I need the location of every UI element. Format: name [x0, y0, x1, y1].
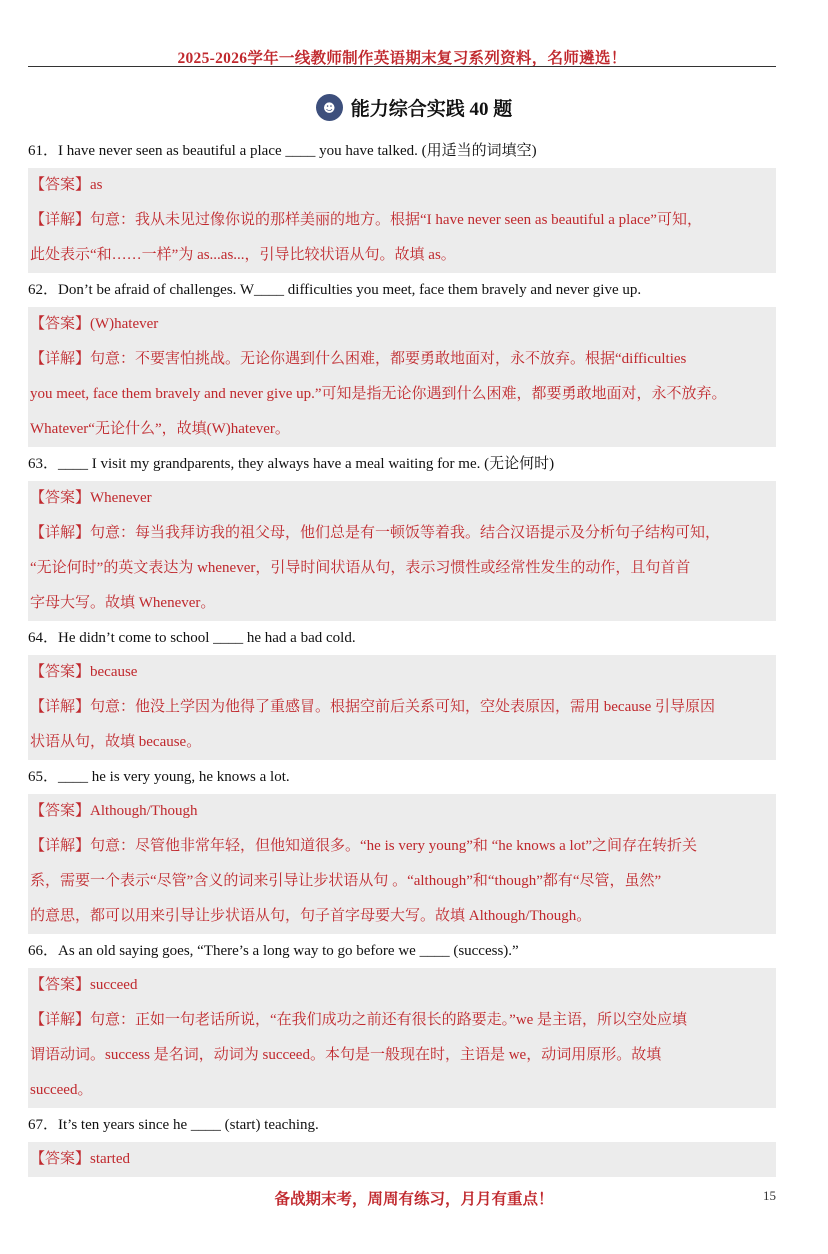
explanation-line: 谓语动词。success 是名词，动词为 succeed。本句是一般现在时，主语是 we，动词用原形。故填 [30, 1047, 662, 1063]
explanation-line: succeed。 [30, 1082, 93, 1098]
explanation-line: “无论何时”的英文表达为 whenever，引导时间状语从句，表示习惯性或经常性发生的动作，且句首首 [30, 560, 691, 576]
explanation-line: 字母大写。故填 Whenever。 [30, 595, 216, 611]
explanation-line: 的意思，都可以用来引导让步状语从句，句子首字母要大写。故填 Although/Though。 [30, 908, 592, 924]
question-list [28, 134, 776, 1177]
header-divider [28, 66, 776, 67]
question-text: 61．I have never seen as beautiful a place ____ you have talked. (用适当的词填空) [28, 143, 537, 159]
answer-line: 【答案】succeed [30, 977, 138, 993]
explanation-line: 【详解】句意：他没上学因为他得了重感冒。根据空前后关系可知，空处表原因，需用 because 引导原因 [30, 699, 715, 715]
answer-box [28, 307, 776, 447]
page-number: 15 [763, 1188, 776, 1203]
answer-line: 【答案】Although/Though [30, 803, 198, 819]
page-footer: 备战期末考，周周有练习，月月有重点！ [274, 1191, 554, 1208]
answer-line: 【答案】as [30, 177, 103, 193]
question-text: 63．____ I visit my grandparents, they always have a meal waiting for me. (无论何时) [28, 456, 555, 472]
explanation-line: 【详解】句意：不要害怕挑战。无论你遇到什么困难，都要勇敢地面对，永不放弃。根据“difficulties [30, 351, 687, 367]
answer-line: 【答案】Whenever [30, 490, 152, 506]
question-text: 64．He didn’t come to school ____ he had a bad cold. [28, 630, 356, 646]
answer-line: 【答案】started [30, 1151, 130, 1167]
explanation-line: 【详解】句意：我从未见过像你说的那样美丽的地方。根据“I have never seen as beautiful a place”可知， [30, 212, 702, 228]
answer-line: 【答案】because [30, 664, 138, 680]
answer-box [28, 481, 776, 621]
explanation-line: 此处表示“和……一样”为 as...as...，引导比较状语从句。故填 as。 [30, 247, 456, 263]
answer-box [28, 968, 776, 1108]
question-text: 65．____ he is very young, he knows a lot. [28, 769, 290, 785]
answer-box [28, 1142, 776, 1177]
page-header: 2025-2026学年一线教师制作英语期末复习系列资料，名师遴选！ [177, 50, 627, 67]
explanation-line: 【详解】句意：尽管他非常年轻，但他知道很多。“he is very young”和 “he knows a lot”之间存在转折关 [30, 838, 698, 854]
answer-line: 【答案】(W)hatever [30, 316, 159, 332]
answer-box [28, 794, 776, 934]
explanation-line: 状语从句，故填 because。 [30, 734, 202, 750]
people-icon: ☻ [316, 94, 343, 121]
question-text: 66．As an old saying goes, “There’s a long way to go before we ____ (success).” [28, 943, 519, 959]
question-text: 67．It’s ten years since he ____ (start) teaching. [28, 1117, 319, 1133]
explanation-line: 系，需要一个表示“尽管”含义的词来引导让步状语从句 。“although”和“though”都有“尽管，虽然” [30, 873, 662, 889]
section-heading [0, 94, 828, 121]
explanation-line: you meet, face them bravely and never give up.”可知是指无论你遇到什么困难，都要勇敢地面对，永不放弃。 [30, 386, 727, 402]
explanation-line: 【详解】句意：每当我拜访我的祖父母，他们总是有一顿饭等着我。结合汉语提示及分析句子结构可知， [30, 525, 721, 541]
section-title-text: 能力综合实践 40 题 [350, 99, 513, 120]
explanation-line: 【详解】句意：正如一句老话所说，“在我们成功之前还有很长的路要走。”we 是主语，所以空处应填 [30, 1012, 688, 1028]
question-text: 62．Don’t be afraid of challenges. W____ difficulties you meet, face them bravely and never give up. [28, 282, 642, 298]
answer-box [28, 655, 776, 760]
answer-box [28, 168, 776, 273]
explanation-line: Whatever“无论什么”，故填(W)hatever。 [30, 421, 290, 437]
